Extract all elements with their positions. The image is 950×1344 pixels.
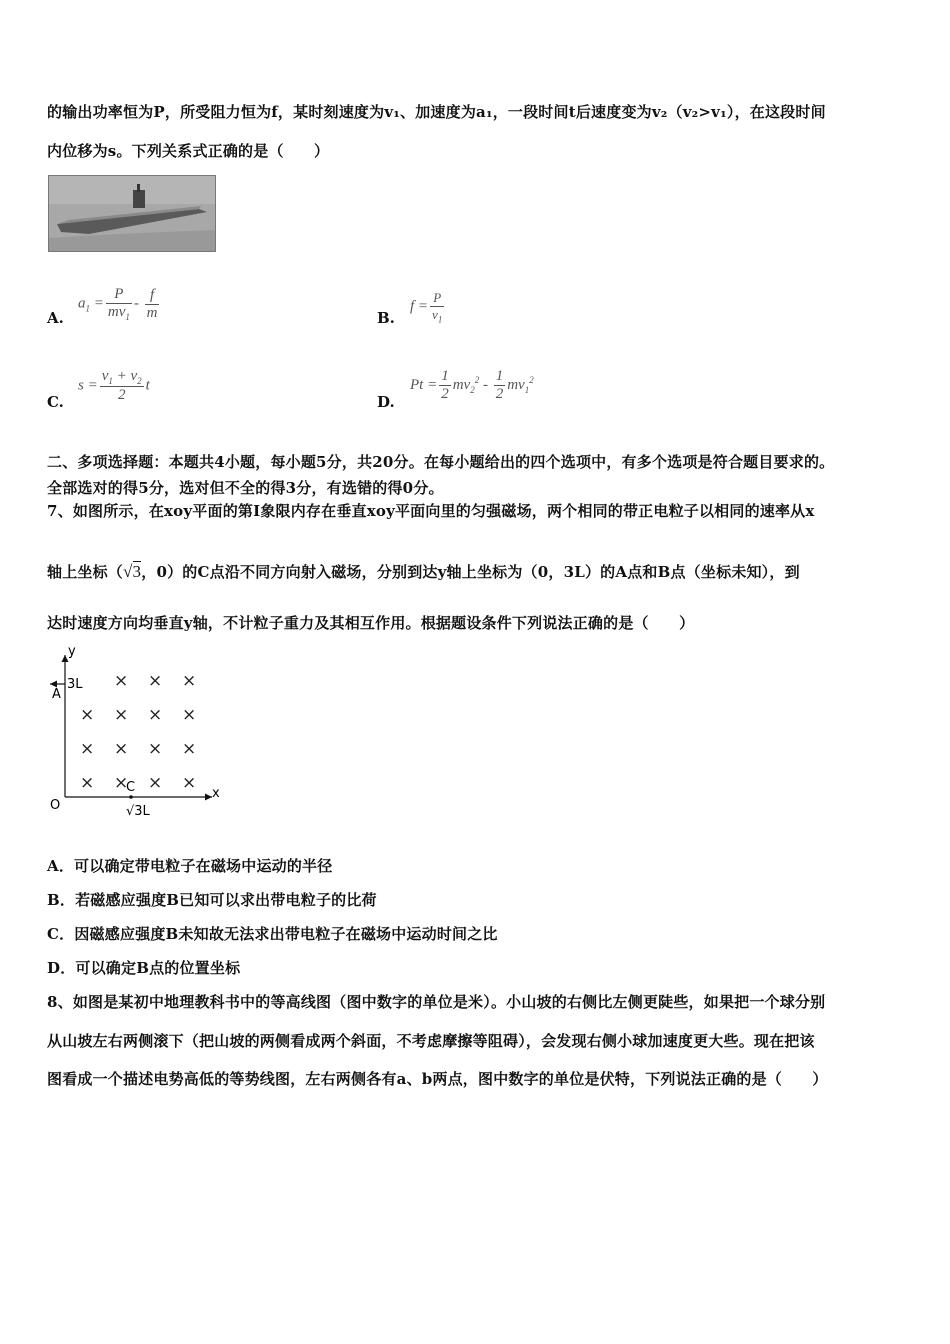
q7-option-d: D．可以确定B点的位置坐标: [47, 959, 241, 977]
q7-option-b: B．若磁感应强度B已知可以求出带电粒子的比荷: [47, 891, 377, 909]
point-c-label: C: [126, 780, 136, 795]
field-mark: ×: [114, 773, 129, 793]
field-mark: ×: [114, 705, 129, 725]
y-axis-label: y: [68, 645, 76, 659]
field-mark: ×: [182, 671, 197, 691]
coord-3l-label: 3L: [67, 677, 83, 692]
aircraft-carrier-photo: [48, 175, 216, 252]
field-mark: ×: [80, 739, 95, 759]
q6-option-b-formula: f = $\frac{P}{v_1}$: [410, 290, 443, 325]
field-mark: ×: [182, 773, 197, 793]
field-mark: ×: [80, 773, 95, 793]
q7-line2-prefix: 轴上坐标（: [47, 563, 124, 581]
x-axis-label: x: [212, 786, 220, 801]
field-mark: ×: [148, 773, 163, 793]
q7-text-line-2: [47, 561, 800, 582]
coord-sqrt3l-label: √3L: [126, 804, 150, 819]
q6-option-d-label: D.: [377, 393, 395, 411]
field-mark: ×: [114, 671, 129, 691]
q6-text-line-1: 的输出功率恒为P，所受阻力恒为f，某时刻速度为v₁、加速度为a₁，一段时间t后速度变为v₂（v₂>v₁），在这段时间: [47, 103, 826, 121]
q7-option-a: A．可以确定带电粒子在磁场中运动的半径: [47, 857, 333, 875]
field-mark: ×: [148, 739, 163, 759]
q7-text-line-1: 7、如图所示，在xoy平面的第Ⅰ象限内存在垂直xoy平面向里的匀强磁场，两个相同的带正电粒子以相同的速率从x: [47, 502, 815, 520]
q8-text-line-3: 图看成一个描述电势高低的等势线图，左右两侧各有a、b两点，图中数字的单位是伏特，下列说法正确的是（ ）: [47, 1070, 828, 1088]
section2-header-line-1: 二、多项选择题：本题共4小题，每小题5分，共20分。在每小题给出的四个选项中，有多个选项是符合题目要求的。: [47, 453, 835, 471]
q7-text-line-3: 达时速度方向均垂直y轴，不计粒子重力及其相互作用。根据题设条件下列说法正确的是（ ）: [47, 614, 695, 632]
magnetic-field-diagram: [40, 645, 230, 825]
origin-label: O: [50, 798, 61, 813]
q6-text-line-2: 内位移为s。下列关系式正确的是（ ）: [47, 142, 330, 160]
q7-option-c: C．因磁感应强度B未知故无法求出带电粒子在磁场中运动时间之比: [47, 925, 498, 943]
q7-line2-suffix: ，0）的C点沿不同方向射入磁场，分别到达y轴上坐标为（0，3L）的A点和B点（坐标未知），到: [141, 563, 800, 581]
q6-option-c-formula: s = $\frac{v_1 + v_2}{2}$ t: [78, 368, 150, 403]
section2-header-line-2: 全部选对的得5分，选对但不全的得3分，有选错的得0分。: [47, 479, 444, 497]
field-mark: ×: [80, 705, 95, 725]
field-mark-grid: [80, 671, 196, 793]
q8-text-line-1: 8、如图是某初中地理教科书中的等高线图（图中数字的单位是米）。小山坡的右侧比左侧更陡些，如果把一个球分别: [47, 993, 826, 1011]
field-mark: ×: [148, 705, 163, 725]
q6-option-c-label: C.: [47, 393, 64, 411]
sqrt-radicand: 3: [132, 562, 142, 581]
q6-option-a-formula: $a_1$ = $\frac{P}{mv_1}$ - $\frac{f}{m}$: [78, 286, 158, 322]
q8-text-line-2: 从山坡左右两侧滚下（把山坡的两侧看成两个斜面，不考虑摩擦等阻碍），会发现右侧小球加速度更大些。现在把该: [47, 1032, 815, 1050]
field-mark: ×: [182, 705, 197, 725]
field-mark: ×: [114, 739, 129, 759]
q6-option-a-label: A.: [47, 309, 64, 327]
point-a-label: A: [52, 687, 61, 702]
point-c-dot: [129, 795, 133, 799]
sqrt-3-expression: √3: [123, 562, 142, 581]
q6-option-b-label: B.: [377, 309, 395, 327]
field-mark: ×: [148, 671, 163, 691]
q6-option-d-formula: Pt = $\frac{1}{2}$ $mv_2^2$ - $\frac{1}{2}$ $mv_1^2$: [410, 368, 534, 402]
field-mark: ×: [182, 739, 197, 759]
